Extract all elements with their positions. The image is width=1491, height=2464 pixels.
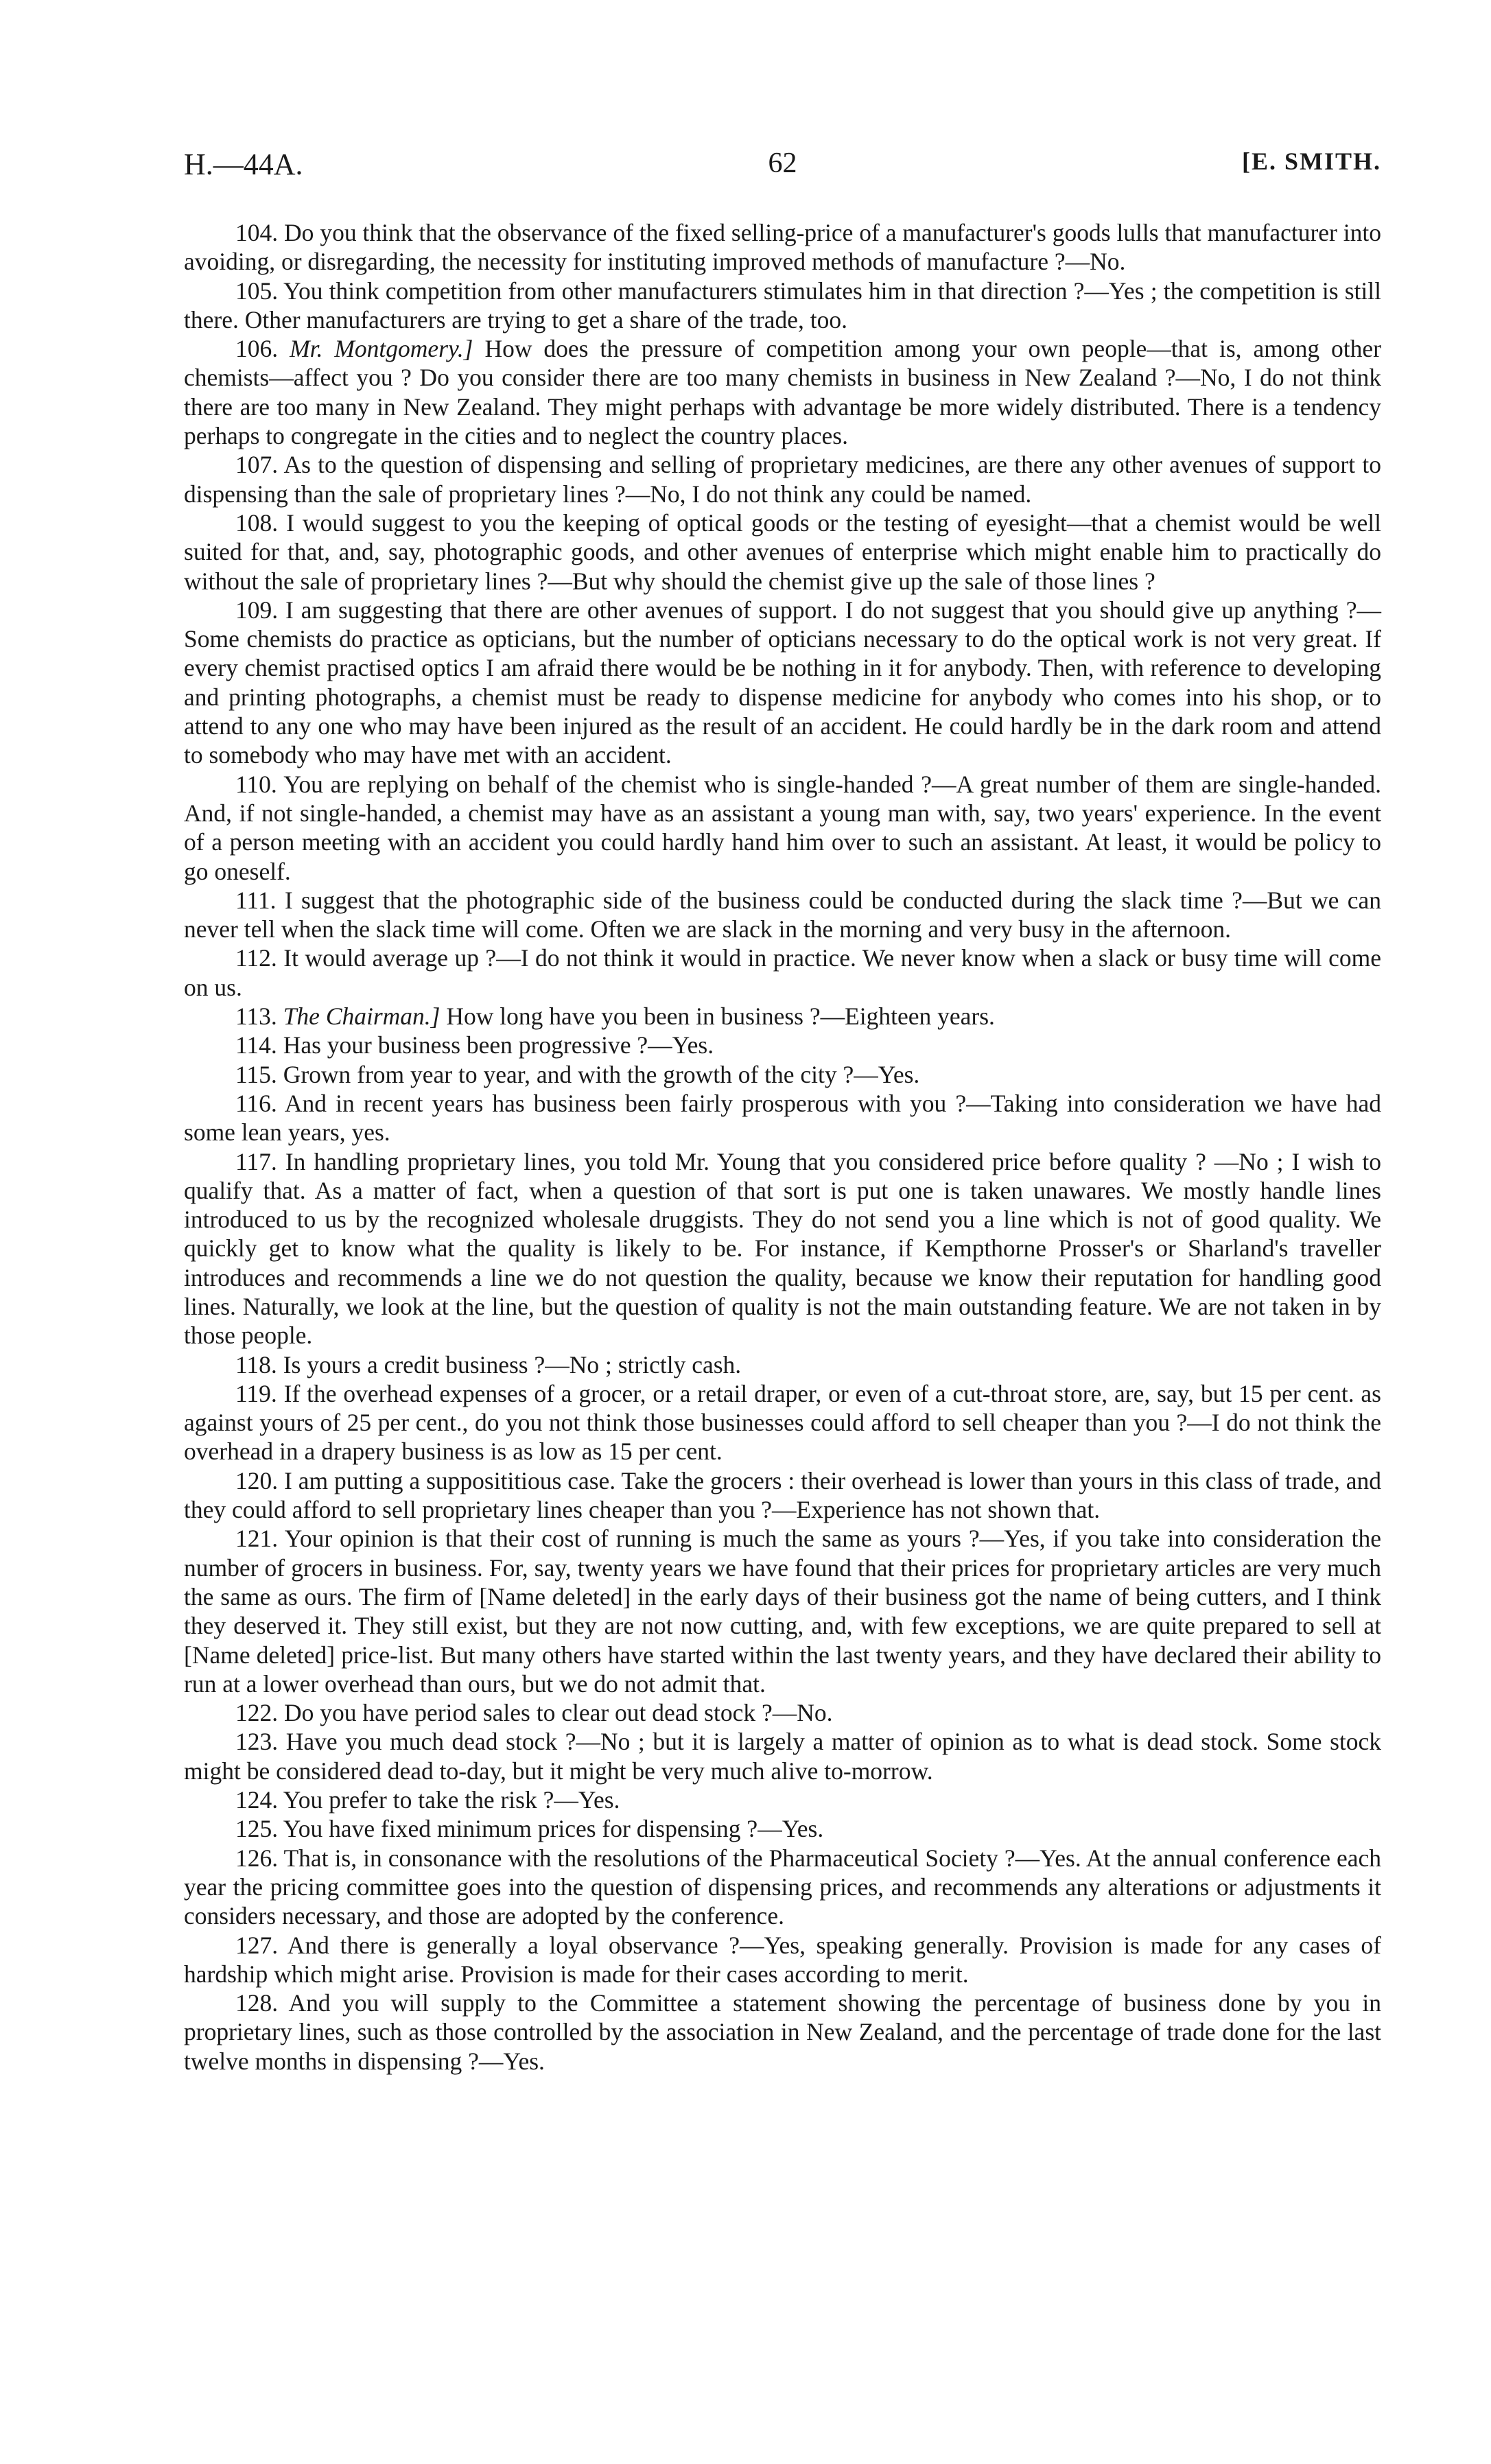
- question-text: I would suggest to you the keeping of optical goods or the testing of eyesight—that a chemist would be well suited for that, and, say, photographic goods, and other avenues of enterprise which might enable him to practically do without the sale of proprietary lines ?—But why should the chemist give up the sale of those lines ?: [184, 508, 1382, 595]
- question-paragraph: [184, 1002, 1381, 1031]
- question-number: 119.: [235, 1379, 277, 1407]
- evidence-transcript: [184, 218, 1381, 2076]
- question-number: 107.: [235, 451, 279, 479]
- question-text: How does the pressure of competition among your own people—that is, among other chemists—affect you ? Do you consider there are too many chemists in business in New Zealand ?—No, I do not think there are too many in New Zealand. They might perhaps with advantage be more widely distributed. There is a tendency perhaps to congregate in the cities and to neglect the country places.: [184, 335, 1381, 450]
- speaker-label: Mr. Montgomery.]: [290, 335, 473, 363]
- question-paragraph: [184, 770, 1381, 886]
- question-paragraph: [184, 1727, 1381, 1785]
- question-number: 127.: [235, 1931, 279, 1959]
- question-text: As to the question of dispensing and selling of proprietary medicines, are there any other avenues of support to dispensing than the sale of proprietary lines ?—No, I do not think any could be named.: [184, 451, 1381, 508]
- question-paragraph: [184, 1988, 1381, 2076]
- question-number: 105.: [235, 277, 279, 305]
- question-text: And in recent years has business been fairly prosperous with you ?—Taking into consideration we have had some lean years, yes.: [184, 1089, 1382, 1147]
- question-number: 111.: [235, 886, 277, 914]
- question-number: 124.: [235, 1786, 279, 1814]
- question-text: You are replying on behalf of the chemist who is single-handed ?—A great number of them are single-handed. And, if not single-handed, a chemist may have as an assistant a young man with, say, two years' experience. In the event of a person meeting with an accident you could hardly hand him over to such an assistant. At least, it would be policy to go oneself.: [184, 770, 1381, 885]
- question-paragraph: [184, 450, 1381, 508]
- question-number: 122.: [235, 1699, 279, 1727]
- question-paragraph: [184, 1524, 1381, 1698]
- question-number: 112.: [235, 944, 277, 972]
- question-text: You think competition from other manufacturers stimulates him in that direction ?—Yes ; the competition is still there. Other manufacturers are trying to get a share of the trade, too.: [184, 277, 1381, 333]
- question-number: 104.: [235, 219, 279, 246]
- question-text: Has your business been progressive ?—Yes.: [283, 1031, 714, 1059]
- question-text: In handling proprietary lines, you told Mr. Young that you considered price before quality ? —No ; I wish to qualify that. As a matter of fact, when a question of that sort is put one is taken unawares. We mostly handle lines introduced to us by the recognized wholesale druggists. They do not send you a line which is not of good quality. We quickly get to know what the quality is likely to be. For instance, if Kempthorne Prosser's or Sharland's traveller introduces and recommends a line we do not question the quality, because we know their reputation for handling good lines. Naturally, we look at the line, but the question of quality is not the main outstanding feature. We are not taken in by those people.: [184, 1147, 1382, 1350]
- question-paragraph: [184, 277, 1381, 335]
- question-paragraph: [184, 596, 1381, 770]
- question-number: 117.: [235, 1147, 277, 1175]
- question-number: 116.: [235, 1089, 277, 1117]
- question-text: Have you much dead stock ?—No ; but it is largely a matter of opinion as to what is dead stock. Some stock might be considered dead to-day, but it might be very much alive to-morrow.: [184, 1728, 1382, 1785]
- question-paragraph: [184, 508, 1381, 596]
- question-paragraph: [184, 1698, 1381, 1727]
- question-paragraph: [184, 1089, 1381, 1147]
- question-number: 123.: [235, 1728, 279, 1756]
- question-number: 121.: [235, 1525, 279, 1553]
- question-number: 115.: [235, 1060, 277, 1088]
- question-paragraph: [184, 1466, 1381, 1525]
- question-paragraph: [184, 1350, 1381, 1379]
- page-number: 62: [768, 148, 797, 179]
- question-paragraph: [184, 1031, 1381, 1059]
- question-text: Do you think that the observance of the fixed selling-price of a manufacturer's goods lulls that manufacturer into avoiding, or disregarding, the necessity for instituting improved methods of manufacture ?—No.: [184, 219, 1381, 276]
- question-text: Grown from year to year, and with the growth of the city ?—Yes.: [283, 1060, 920, 1088]
- question-text: I suggest that the photographic side of the business could be conducted during the slack time ?—But we can never tell when the slack time will come. Often we are slack in the morning and very busy in the afternoon.: [184, 886, 1382, 943]
- question-paragraph: [184, 1785, 1381, 1814]
- question-paragraph: [184, 218, 1381, 277]
- question-number: 120.: [235, 1466, 279, 1494]
- question-text: Is yours a credit business ?—No ; strictly cash.: [283, 1350, 742, 1378]
- question-number: 118.: [235, 1350, 277, 1378]
- question-text: That is, in consonance with the resolutions of the Pharmaceutical Society ?—Yes. At the annual conference each year the pricing committee goes into the question of dispensing prices, and recommends any alterations or adjustments it considers necessary, and those are adopted by the conference.: [184, 1844, 1381, 1930]
- question-text: You have fixed minimum prices for dispensing ?—Yes.: [283, 1815, 824, 1843]
- question-number: 106.: [235, 335, 279, 363]
- witness-name: [E. SMITH.: [1241, 148, 1381, 175]
- question-number: 109.: [235, 596, 279, 624]
- question-number: 108.: [235, 508, 279, 537]
- question-number: 126.: [235, 1844, 279, 1872]
- question-text: Do you have period sales to clear out dead stock ?—No.: [284, 1699, 833, 1727]
- question-text: If the overhead expenses of a grocer, or a retail draper, or even of a cut-throat store, are, say, but 15 per cent. as against yours of 25 per cent., do you not think those businesses could afford to sell cheaper than you ?—I do not think the overhead in a drapery business is as low as 15 per cent.: [184, 1379, 1382, 1466]
- question-paragraph: [184, 943, 1381, 1002]
- question-text: And you will supply to the Committee a statement showing the percentage of business done by you in proprietary lines, such as those controlled by the association in New Zealand, and the percentage of trade done for the last twelve months in dispensing ?—Yes.: [184, 1989, 1382, 2075]
- question-paragraph: [184, 334, 1381, 450]
- question-text: I am suggesting that there are other avenues of support. I do not suggest that you should give up anything ?—Some chemists do practice as opticians, but the number of opticians necessary to do the optical work is not very great. If every chemist practised optics I am afraid there would be be nothing in it for anybody. Then, with reference to developing and printing photographs, a chemist must be ready to dispense medicine for anybody who comes into his shop, or to attend to any one who may have been injured as the result of an accident. He could hardly be in the dark room and attend to somebody who may have met with an accident.: [184, 596, 1382, 769]
- question-text: Your opinion is that their cost of running is much the same as yours ?—Yes, if you take into consideration the number of grocers in business. For, say, twenty years we have found that their prices for proprietary articles are very much the same as ours. The firm of [Name deleted] in the early days of their business got the name of being cutters, and I think they deserved it. They still exist, but they are not now cutting, and, with few exceptions, we are quite prepared to sell at [Name deleted] price-list. But many others have started within the last twenty years, and they have declared their ability to run at a lower overhead than ours, but we do not admit that.: [184, 1525, 1382, 1698]
- question-paragraph: [184, 1060, 1381, 1089]
- question-text: It would average up ?—I do not think it would in practice. We never know when a slack or busy time will come on us.: [184, 944, 1381, 1001]
- question-text: And there is generally a loyal observance ?—Yes, speaking generally. Provision is made for any cases of hardship which might arise. Provision is made for their cases according to merit.: [184, 1931, 1381, 1988]
- question-number: 110.: [235, 770, 277, 798]
- question-number: 113.: [235, 1002, 277, 1031]
- question-text: How long have you been in business ?—Eighteen years.: [446, 1002, 995, 1031]
- question-paragraph: [184, 886, 1381, 944]
- question-number: 128.: [235, 1989, 279, 2017]
- question-text: I am putting a supposititious case. Take the grocers : their overhead is lower than yours in this class of trade, and they could afford to sell proprietary lines cheaper than you ?—Experience has not shown that.: [184, 1466, 1382, 1524]
- question-paragraph: [184, 1844, 1381, 1931]
- question-number: 114.: [235, 1031, 277, 1059]
- speaker-label: The Chairman.]: [283, 1002, 441, 1031]
- question-paragraph: [184, 1147, 1381, 1350]
- question-paragraph: [184, 1931, 1381, 1989]
- question-number: 125.: [235, 1815, 279, 1843]
- question-paragraph: [184, 1379, 1381, 1466]
- question-paragraph: [184, 1814, 1381, 1843]
- document-page: [184, 137, 1381, 2076]
- page-header: [184, 137, 1381, 181]
- question-text: You prefer to take the risk ?—Yes.: [283, 1786, 620, 1814]
- document-reference: H.—44A.: [184, 148, 303, 181]
